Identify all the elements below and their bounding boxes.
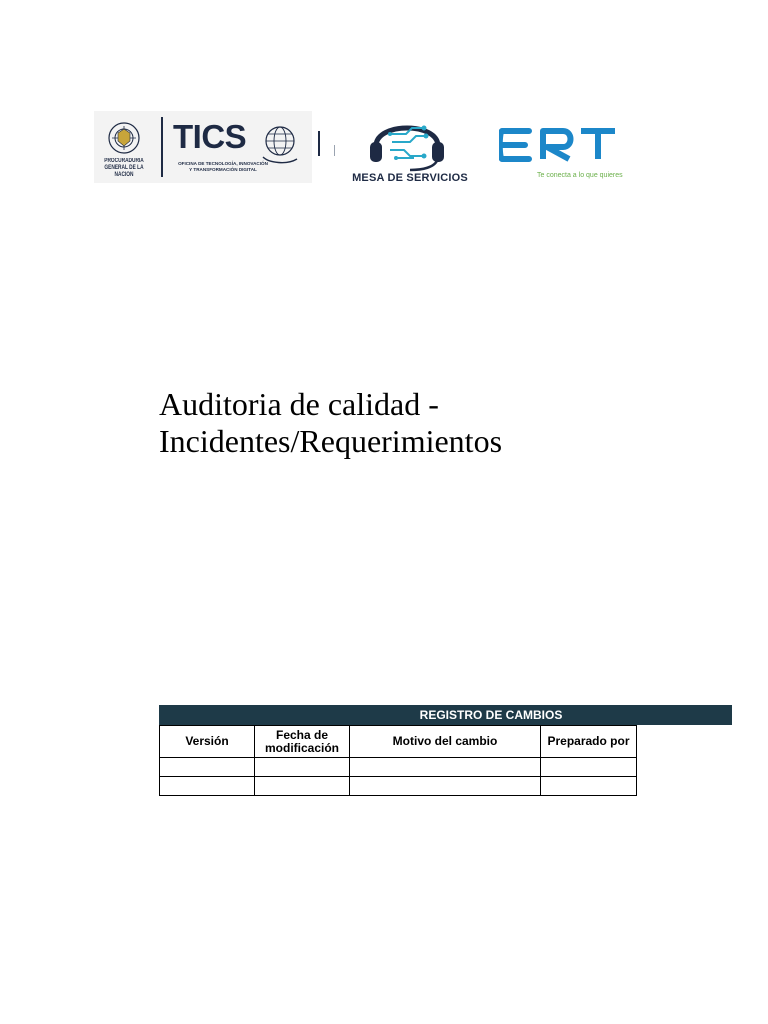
mesa-de-servicios-label: MESA DE SERVICIOS [352, 172, 468, 184]
table-cell[interactable] [541, 777, 637, 796]
table-row [160, 777, 637, 796]
tics-subtitle: OFICINA DE TECNOLOGÍA, INNOVACIÓN Y TRANSFORMACIÓN DIGITAL [178, 161, 268, 172]
change-log-header: REGISTRO DE CAMBIOS [419, 708, 563, 722]
column-prepared-by: Preparado por [541, 726, 637, 758]
document-title [159, 386, 719, 460]
table-header-row [160, 726, 637, 758]
procuraduria-seal-icon [104, 119, 144, 157]
tics-wordmark: TICS [173, 118, 247, 155]
table-cell[interactable] [160, 758, 255, 777]
logo-divider [161, 117, 163, 177]
table-cell[interactable] [255, 777, 350, 796]
table-cell[interactable] [541, 758, 637, 777]
column-modification-date: Fecha de modificación [255, 726, 350, 758]
header-logos [0, 0, 768, 200]
column-change-reason: Motivo del cambio [350, 726, 541, 758]
procuraduria-text: PROCURADURIA GENERAL DE LA NACION [104, 158, 144, 178]
table-cell[interactable] [350, 758, 541, 777]
logo-separator-small [334, 145, 335, 156]
procuraduria-tics-logo [94, 111, 312, 183]
table-cell[interactable] [350, 777, 541, 796]
ert-logo-icon [499, 125, 617, 165]
change-log-grid [159, 725, 637, 796]
globe-hand-icon [259, 123, 299, 169]
table-row [160, 758, 637, 777]
title-line-2: Incidentes/Requerimientos [159, 423, 503, 459]
table-cell[interactable] [255, 758, 350, 777]
column-version: Versión [160, 726, 255, 758]
logo-separator [318, 131, 320, 156]
ert-tagline: Te conecta a lo que quieres [537, 172, 623, 179]
headset-circuit-icon [366, 108, 448, 174]
table-cell[interactable] [160, 777, 255, 796]
title-line-1: Auditoria de calidad - [159, 386, 439, 422]
